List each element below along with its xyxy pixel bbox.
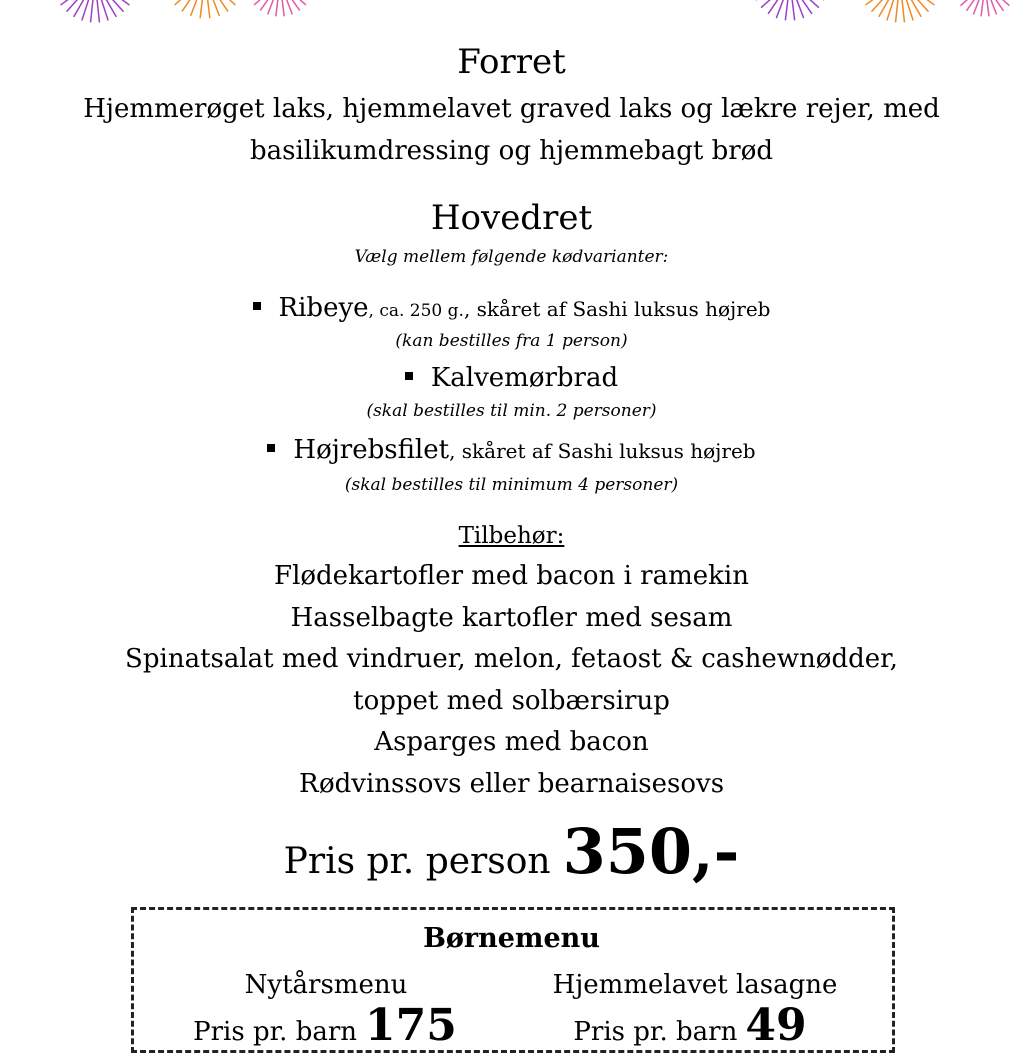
bullet-square-icon bbox=[267, 444, 275, 452]
meat-option-hojrebsfilet bbox=[0, 432, 1023, 469]
tilbehor-list bbox=[0, 556, 1023, 805]
list-item: Hasselbagte kartofler med sesam bbox=[290, 602, 733, 633]
meat-option-ribeye bbox=[0, 290, 1023, 329]
bullet-square-icon bbox=[253, 302, 261, 310]
tilbehor-heading: Tilbehør: bbox=[458, 523, 565, 549]
list-item: Flødekartofler med bacon i ramekin bbox=[274, 561, 749, 591]
kids-price-value: 49 bbox=[745, 1000, 807, 1051]
fireworks-right-icon bbox=[730, 0, 1023, 40]
kids-option-lasagne: Hjemmelavet lasagne bbox=[552, 970, 838, 1000]
price-line bbox=[0, 812, 1023, 908]
meat-name: Højrebsfilet bbox=[293, 435, 450, 465]
price-label: Pris pr. person bbox=[283, 841, 551, 882]
meat-note: (skal bestilles til min. 2 personer) bbox=[366, 401, 657, 421]
meat-name: Kalvemørbrad bbox=[430, 363, 619, 393]
meat-detail-small: , ca. 250 g. bbox=[368, 301, 464, 321]
meat-note: (kan bestilles fra 1 person) bbox=[395, 331, 628, 351]
meat-detail: , skåret af Sashi luksus højreb bbox=[449, 439, 756, 463]
list-item: Asparges med bacon bbox=[374, 727, 649, 757]
hovedret-heading: Hovedret bbox=[430, 198, 593, 238]
list-item: Spinatsalat med vindruer, melon, fetaost & cashewnødder, bbox=[125, 644, 898, 674]
forret-desc-line2: basilikumdressing og hjemmebagt brød bbox=[249, 136, 774, 166]
kids-option-nytarsmenu: Nytårsmenu bbox=[244, 970, 408, 1000]
forret-desc-line1: Hjemmerøget laks, hjemmelavet graved laks og lækre rejer, med bbox=[83, 94, 940, 124]
meat-option-kalvemorbrad bbox=[0, 360, 1023, 396]
fireworks-left-icon bbox=[40, 0, 320, 40]
kids-price-label: Pris pr. barn bbox=[573, 1017, 738, 1047]
kids-menu-heading: Børnemenu bbox=[423, 923, 600, 954]
kids-price-label: Pris pr. barn bbox=[193, 1017, 358, 1047]
list-item: toppet med solbærsirup bbox=[353, 685, 670, 716]
kids-price-value: 175 bbox=[365, 1000, 457, 1051]
bullet-square-icon bbox=[405, 372, 413, 380]
forret-heading: Forret bbox=[457, 42, 566, 82]
meat-note: (skal bestilles til minimum 4 personer) bbox=[344, 475, 679, 495]
meat-name: Ribeye bbox=[278, 293, 369, 323]
kids-price-right bbox=[570, 1000, 810, 1052]
hovedret-subheading: Vælg mellem følgende kødvarianter: bbox=[354, 247, 669, 267]
kids-price-left bbox=[190, 1000, 460, 1052]
price-value: 350,- bbox=[562, 815, 740, 888]
forret-description bbox=[0, 88, 1023, 172]
list-item: Rødvinssovs eller bearnaisesovs bbox=[298, 768, 725, 799]
meat-detail: , skåret af Sashi luksus højreb bbox=[463, 297, 771, 321]
